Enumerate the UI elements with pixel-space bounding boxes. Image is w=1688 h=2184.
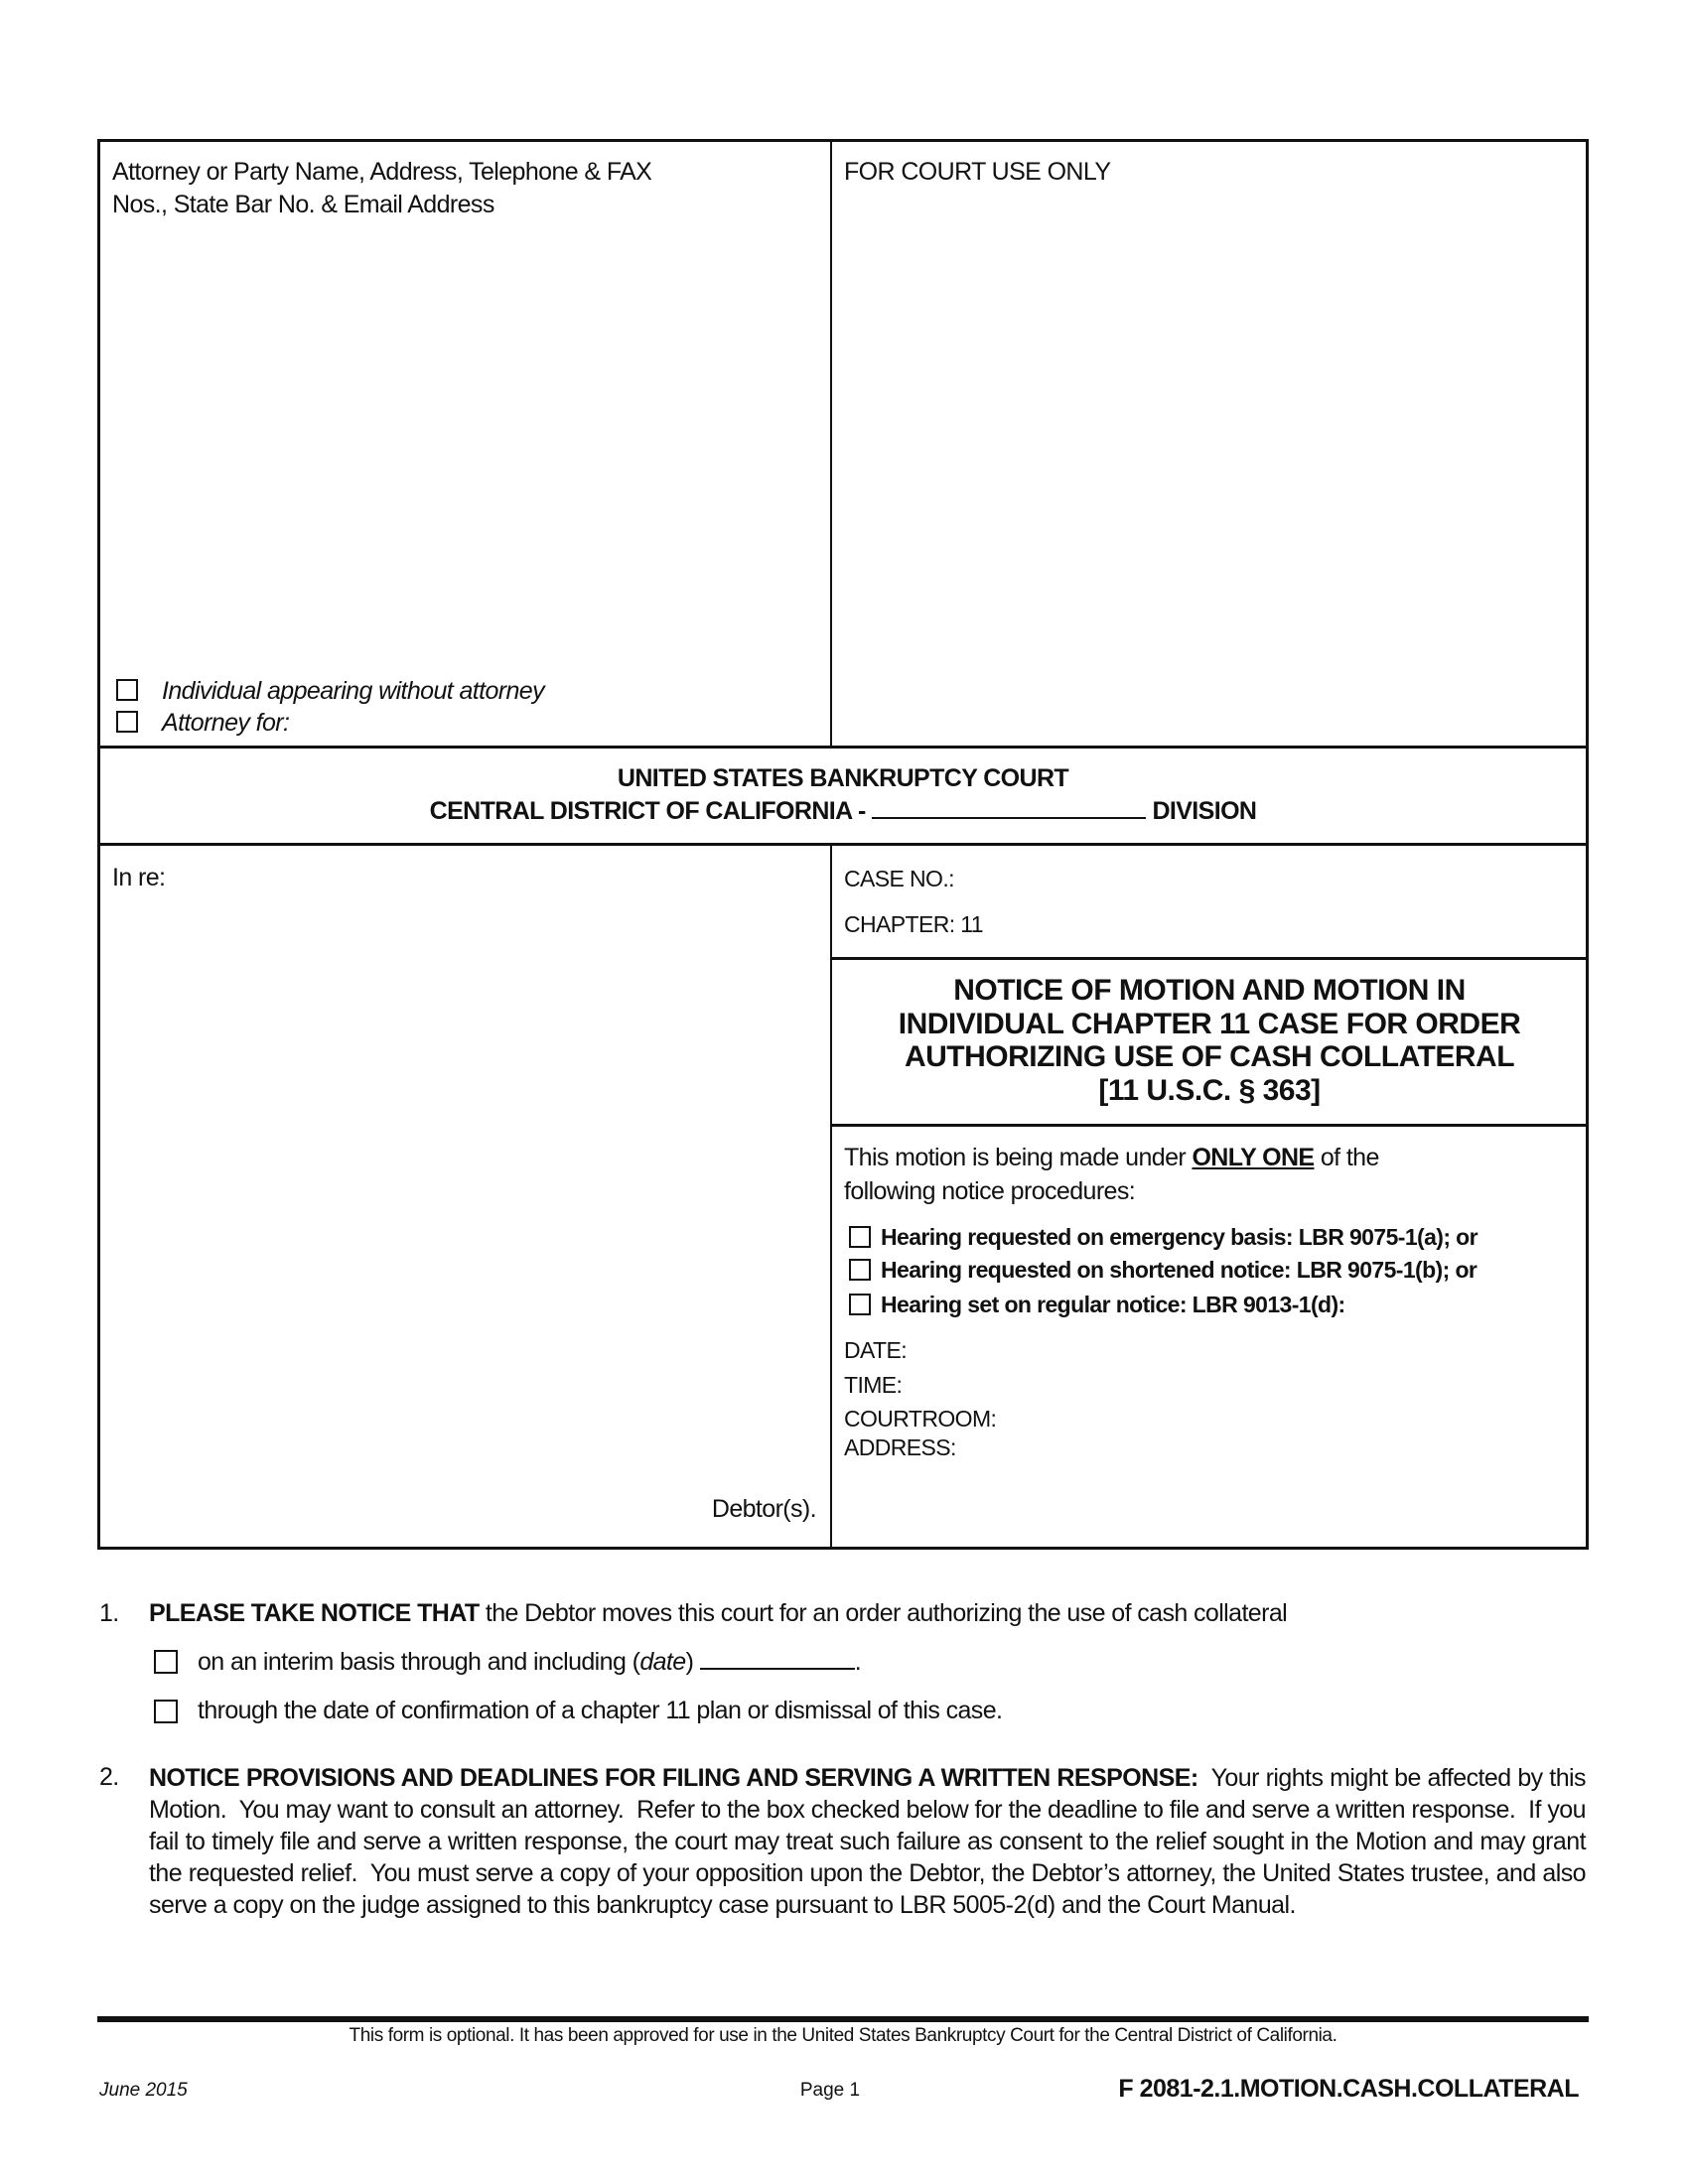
divider-case-title [831, 957, 1588, 960]
in-re-label: In re: [112, 864, 166, 891]
paragraph2-number: 2. [99, 1763, 119, 1791]
paragraph1 [149, 1598, 1287, 1628]
division-blank[interactable] [872, 795, 1146, 819]
address-label: ADDRESS: [844, 1434, 956, 1460]
table-border-top [97, 139, 1589, 142]
table-border-bottom [97, 1547, 1589, 1550]
interim-basis-option [198, 1646, 861, 1677]
divider-top-vertical [830, 139, 832, 747]
procedure-intro-line2: following notice procedures: [844, 1177, 1136, 1205]
attorney-info-label [112, 157, 651, 219]
regular-notice-checkbox[interactable] [849, 1294, 871, 1315]
through-confirmation-option: through the date of confirmation of a chapter 11 plan or dismissal of this case. [198, 1697, 1003, 1724]
motion-title-line3: AUTHORIZING USE OF CASH COLLATERAL [904, 1040, 1515, 1073]
paragraph2-heading: NOTICE PROVISIONS AND DEADLINES FOR FILING AND SERVING A WRITTEN RESPONSE: [149, 1764, 1198, 1792]
attorney-for-label: Attorney for: [162, 709, 290, 737]
debtors-label: Debtor(s). [711, 1495, 816, 1523]
motion-title-line2: INDIVIDUAL CHAPTER 11 CASE FOR ORDER [898, 1008, 1521, 1040]
emergency-hearing-label: Hearing requested on emergency basis: LBR 9075-1(a); or [881, 1224, 1477, 1250]
regular-notice-label: Hearing set on regular notice: LBR 9013-1(d): [881, 1292, 1345, 1317]
interim-basis-paren: ) [685, 1648, 694, 1676]
court-name: UNITED STATES BANKRUPTCY COURT [617, 764, 1069, 792]
paragraph1-number: 1. [99, 1599, 119, 1627]
procedure-intro-text-end: of the [1314, 1144, 1379, 1171]
divider-bottom-vertical [830, 844, 832, 1549]
paragraph1-heading: PLEASE TAKE NOTICE THAT [149, 1599, 480, 1627]
divider-title-procedures [831, 1124, 1588, 1127]
individual-without-attorney-checkbox[interactable] [116, 679, 138, 701]
interim-basis-checkbox[interactable] [154, 1650, 178, 1674]
interim-date-blank[interactable] [700, 1646, 855, 1670]
chapter-label: CHAPTER: 11 [844, 911, 983, 937]
interim-basis-text: on an interim basis through and including ( [198, 1648, 640, 1676]
procedure-intro-emphasis: ONLY ONE [1192, 1144, 1315, 1171]
through-confirmation-checkbox[interactable] [154, 1700, 178, 1723]
paragraph1-text: the Debtor moves this court for an order authorizing the use of cash collateral [479, 1599, 1288, 1627]
division-label: DIVISION [1152, 797, 1257, 825]
motion-title-line4: [11 U.S.C. § 363] [1098, 1074, 1321, 1107]
attorney-label-line2: Nos., State Bar No. & Email Address [112, 191, 494, 218]
court-use-label: FOR COURT USE ONLY [844, 158, 1111, 186]
footer-page-number: Page 1 [799, 2080, 861, 2101]
attorney-for-checkbox[interactable] [116, 711, 138, 733]
court-district [97, 795, 1589, 826]
shortened-notice-label: Hearing requested on shortened notice: LBR 9075-1(b); or [881, 1257, 1477, 1283]
divider-row2 [97, 843, 1589, 846]
paragraph2-text: Your rights might be affected by this Motion. You may want to consult an attorney. Refer to the box checked below for the deadline to file and serve a written response. If you fail to timely file and serve a written response, the court may treat such failure as consent to the relief sought in the Motion and may grant the requested relief. You must serve a copy of your opposition upon the Debtor, the Debtor’s attorney, the United States trustee, and also serve a copy on the judge assigned to this bankruptcy case pursuant to LBR 5005-2(d) and the Court Manual. [149, 1764, 1593, 1919]
case-number-label: CASE NO.: [844, 866, 954, 891]
shortened-notice-checkbox[interactable] [849, 1259, 871, 1281]
attorney-label-line1: Attorney or Party Name, Address, Telephone & FAX [112, 158, 652, 186]
individual-without-attorney-label: Individual appearing without attorney [162, 677, 545, 705]
hearing-time-label: TIME: [844, 1372, 903, 1398]
district-prefix: CENTRAL DISTRICT OF CALIFORNIA - [429, 797, 866, 825]
footer-rule [97, 2016, 1589, 2022]
procedure-intro-text: This motion is being made under [844, 1144, 1193, 1171]
footer-date: June 2015 [99, 2080, 188, 2101]
footer-notice: This form is optional. It has been approved for use in the United States Bankruptcy Court for the Central District of California. [349, 2025, 1337, 2046]
hearing-date-label: DATE: [844, 1337, 908, 1363]
divider-row1 [97, 746, 1589, 749]
interim-basis-period: . [854, 1648, 862, 1676]
footer-form-code: F 2081-2.1.MOTION.CASH.COLLATERAL [1118, 2075, 1579, 2103]
motion-title-line1: NOTICE OF MOTION AND MOTION IN [953, 974, 1466, 1007]
courtroom-label: COURTROOM: [844, 1406, 997, 1432]
emergency-hearing-checkbox[interactable] [849, 1226, 871, 1248]
procedure-intro [844, 1143, 1379, 1172]
paragraph2 [149, 1762, 1593, 1921]
interim-date-label: date [639, 1648, 686, 1676]
